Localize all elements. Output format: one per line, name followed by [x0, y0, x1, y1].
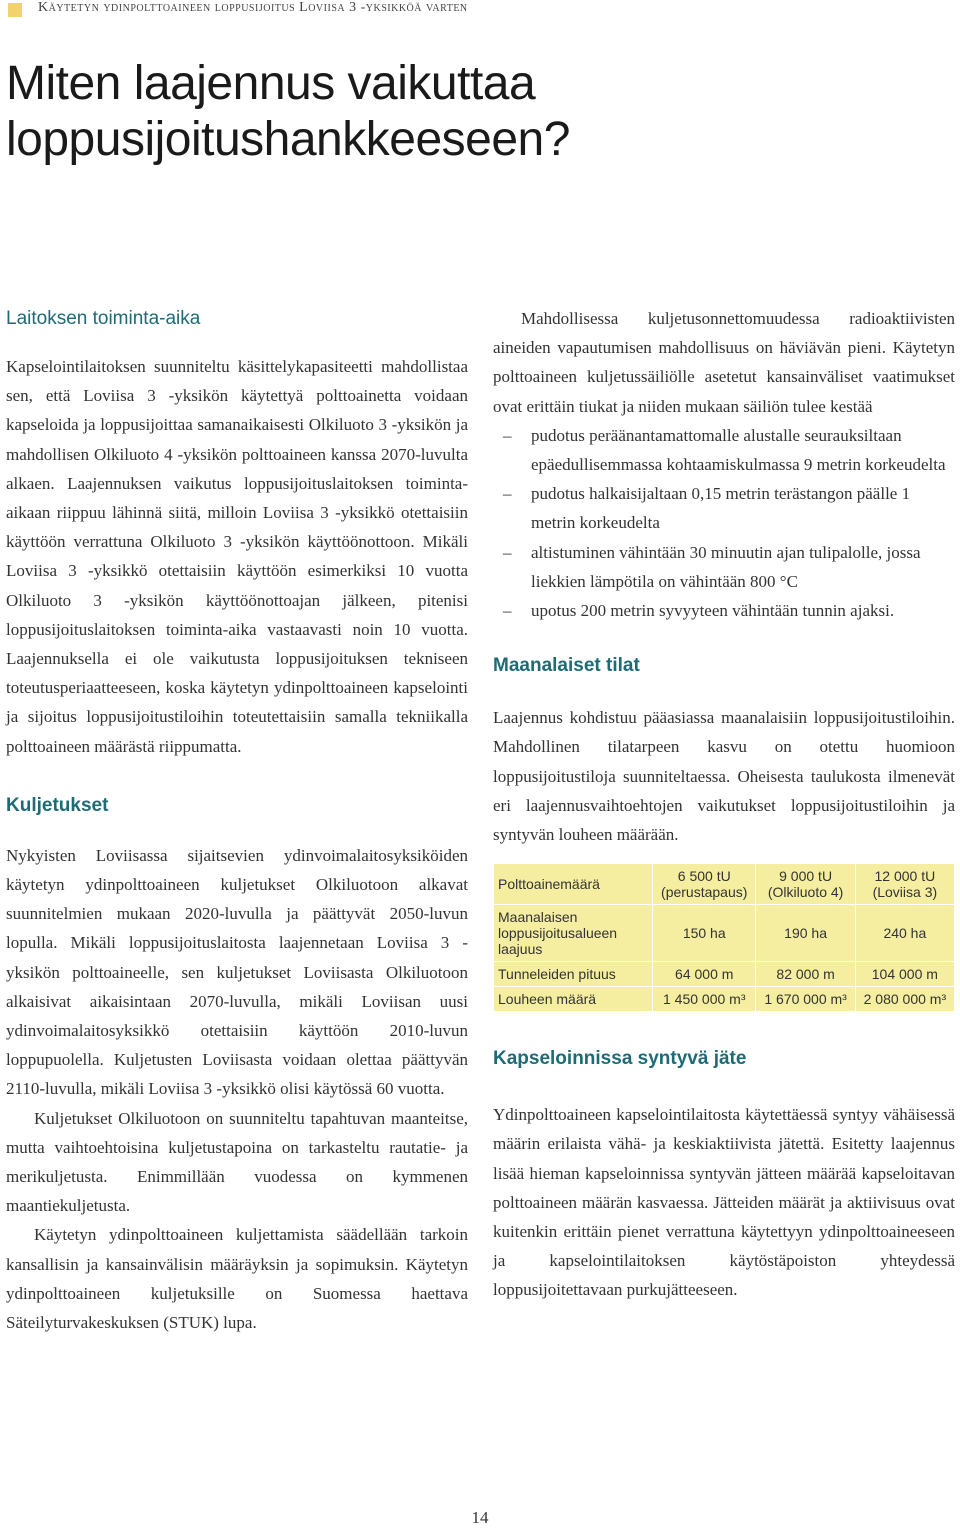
table-cell: 1 450 000 m³ — [653, 987, 756, 1012]
table-row — [494, 962, 955, 987]
table-row — [494, 987, 955, 1012]
list-item: – upotus 200 metrin syvyyteen vähintään tunnin ajaksi. — [503, 601, 895, 621]
operating-time-paragraph: Kapselointilaitoksen suunniteltu käsittelykapasiteetti mahdollistaa sen, että Loviisa 3 -yksikön käytettyä polttoainetta voidaan kapseloida ja loppusijoittaa samanaikaisesti Olkiluoto 3 -yksikön ja mahdollisen Olkiluoto 4 -yksikön polttoaineen kanssa 2070-luvulta alkaen. Laajennuksen vaikutus loppusijoituslaitoksen toiminta-aikaan riippuu lähinnä siitä, milloin Loviisa 3 -yksikkö otettaisiin käyttöön verrattuna Olkiluoto 3 -yksikön käyttöönottoon. Mikäli Loviisa 3 -yksikkö otettaisiin käyttöön esimerkiksi 10 vuotta Olkiluoto 3 -yksikön käyttöönottoajan jälkeen, pitenisi loppusijoituslaitoksen toiminta-aika vastaavasti noin 10 vuotta. Laajennuksella ei ole vaikutusta loppusijoituksen tekniseen toteutusperiaatteeseen, koska käytetyn ydinpolttoaineen kapselointi ja sijoitus loppusijoitustiloihin toteutettaisiin samalla tekniikalla polttoaineen määrästä riippumatta. — [6, 357, 468, 756]
section-heading-transports: Kuljetukset — [6, 794, 109, 816]
running-header — [0, 0, 960, 28]
section-heading-operating-time: Laitoksen toiminta-aika — [6, 308, 201, 329]
list-item: – pudotus halkaisijaltaan 0,15 metrin terästangon päälle 1 metrin korkeudelta — [503, 484, 911, 533]
table-cell: 104 000 m — [855, 962, 954, 987]
table-cell: 2 080 000 m³ — [855, 987, 954, 1012]
transports-paragraph-1: Nykyisten Loviisassa sijaitsevien ydinvoimalaitosyksiköiden käytetyn ydinpolttoaineen kuljetukset Olkiluotoon alkavat suunnitelmien mukaan 2020-luvulla ja päättyvät 2050-luvun lopulla. Mikäli loppusijoituslaitosta laajennetaan Loviisa 3 -yksikön polttoaineelle, sen kuljetukset Loviisasta Olkiluotoon alkaisivat aikaisintaan 2070-luvulla, mikäli Loviisan uusi ydinvoimalaitosyksikkö otettaisiin käyttöön 2010-luvun loppupuolella. Kuljetusten Loviisasta voidaan olettaa päättyvän 2110-luvulla, mikäli Loviisa 3 -yksikkö olisi käytössä 60 vuotta. — [6, 845, 468, 1099]
underground-paragraph: Laajennus kohdistuu pääasiassa maanalaisiin loppusijoitustiloihin. Mahdollinen tilatarpeen kasvu on otettu huomioon loppusijoitustiloja suunniteltaessa. Oheisesta taulukosta ilmenevät eri laajennusvaihtoehtojen vaikutukset loppusijoitustiloihin ja syntyvän louheen määrään. — [493, 708, 955, 845]
table-cell: Tunneleiden pituus — [494, 962, 653, 987]
page-number: 14 — [471, 1508, 489, 1527]
page-title: Miten laajennus vaikuttaa loppusijoitushankkeeseen? — [6, 57, 570, 166]
right-column — [493, 304, 955, 1305]
table-cell: 240 ha — [855, 905, 954, 962]
requirements-list — [493, 421, 955, 625]
table-cell: 190 ha — [756, 905, 855, 962]
table-cell: 6 500 tU (perustapaus) — [653, 864, 756, 905]
header-accent-square — [8, 3, 22, 17]
table-cell: Maanalaisen loppusijoitusalueen laajuus — [494, 905, 653, 962]
list-item: – pudotus peräänantamattomalle alustalle seurauksiltaan epäedullisemmassa kohtaamiskulmassa 9 metrin korkeudelta — [503, 425, 946, 475]
expansion-table — [493, 863, 955, 1012]
table-cell: Louheen määrä — [494, 987, 653, 1012]
table-cell: 64 000 m — [653, 962, 756, 987]
table-cell: 1 670 000 m³ — [756, 987, 855, 1012]
table-cell: 82 000 m — [756, 962, 855, 987]
section-heading-waste: Kapseloinnissa syntyvä jäte — [493, 1048, 747, 1070]
left-column — [6, 304, 468, 1337]
table-cell: 150 ha — [653, 905, 756, 962]
section-heading-underground: Maanalaiset tilat — [493, 655, 640, 677]
waste-paragraph: Ydinpolttoaineen kapselointilaitosta käytettäessä syntyy vähäisessä määrin erilaista vähä- ja keskiaktiivista jätettä. Esitetty laajennus lisää hieman kapseloinnissa syntyvän jätteen määrää kapseloitavan polttoaineen määrän kasvaessa. Jätteiden määrät ja aktiivisuus ovat kuitenkin erittäin pienet verrattuna käytettyyn ydinpolttoaineeseen ja kapselointilaitoksen käytöstäpoiston yhteydessä loppusijoitettavaan purkujätteeseen. — [493, 1105, 955, 1300]
accident-paragraph: Mahdollisessa kuljetusonnettomuudessa radioaktiivisten aineiden vapautumisen mahdollisuus on häviävän pieni. Käytetyn polttoaineen kuljetussäiliölle asetetut kansainväliset vaatimukset ovat erittäin tiukat ja niiden mukaan säiliön tulee kestää — [493, 309, 955, 416]
transports-paragraph-2: Kuljetukset Olkiluotoon on suunniteltu tapahtuvan maanteitse, mutta vaihtoehtoisina kuljetustapoina on tarkasteltu rautatie- ja merikuljetusta. Enimmillään vuodessa on kymmenen maantiekuljetusta. — [6, 1108, 468, 1216]
running-title: Käytetyn ydinpolttoaineen loppusijoitus Loviisa 3 -yksikköä varten — [38, 0, 468, 15]
table-cell: 12 000 tU (Loviisa 3) — [855, 864, 954, 905]
table-cell: Polttoainemäärä — [494, 864, 653, 905]
table-cell: 9 000 tU (Olkiluoto 4) — [756, 864, 855, 905]
list-item: – altistuminen vähintään 30 minuutin ajan tulipalolle, jossa liekkien lämpötila on vähintään 800 °C — [503, 542, 921, 591]
transports-paragraph-3: Käytetyn ydinpolttoaineen kuljettamista säädellään tarkoin kansallisin ja kansainvälisin määräyksin ja sopimuksin. Käytetyn ydinpolttoaineen kuljetuksille on Suomessa haettava Säteilyturvakeskuksen (STUK) lupa. — [6, 1225, 468, 1333]
table-row — [494, 905, 955, 962]
table-row — [494, 864, 955, 905]
